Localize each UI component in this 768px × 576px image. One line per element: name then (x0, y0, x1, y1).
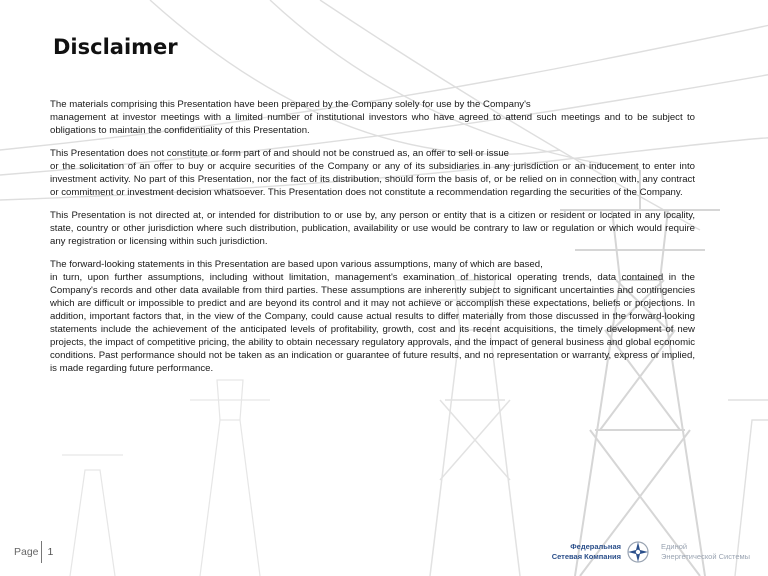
paragraph-text: This Presentation is not directed at, or intended for distribution to or use by, any person or entity that is a citizen or resident or located in any locality, state, country or other jurisdiction where such distribution, publication, availability or use would be contrary to law or regulation or which would require any registration or licensing within such jurisdiction. (50, 210, 695, 247)
company-tagline-line2: Энергетической Системы (661, 552, 751, 561)
page-title: Disclaimer (53, 35, 178, 59)
tower-small (62, 380, 270, 576)
paragraph-first-line: This Presentation does not constitute or form part of and should not be construed as, an offer to sell or issue (50, 148, 509, 159)
paragraph-intro (50, 98, 695, 137)
company-tagline-line1: Единой (661, 542, 688, 551)
paragraph-first-line: The materials comprising this Presentation have been prepared by the Company solely for use by the Company's (50, 99, 531, 110)
paragraph-distribution (50, 209, 695, 248)
company-logo-text (552, 542, 621, 562)
paragraph-forward-looking (50, 258, 695, 375)
company-logo-icon (625, 540, 651, 564)
company-name-line2: Сетевая Компания (551, 552, 621, 561)
paragraph-text: or the solicitation of an offer to buy or acquire securities of the Company or any of its subsidiaries in any jurisdiction or an inducement to enter into investment activity. No part of this Presentation, nor the fact of its distribution, should form the basis of, or be relied on in connection with, any contract or commitment or investment decision whatsoever. This Presentation does not constitute a recommendation regarding the securities of the Company. (50, 161, 695, 198)
company-tagline (661, 542, 750, 562)
page-label: Page (14, 546, 39, 558)
page-indicator (14, 541, 53, 563)
disclaimer-body (50, 98, 695, 385)
page-divider (41, 541, 42, 563)
paragraph-text: in turn, upon further assumptions, including without limitation, management's examination of historical operating trends, data contained in the Company's records and other data available from third parties. These assumptions are inherently subject to significant uncertainties and contingencies which are difficult or impossible to predict and are beyond its control and it may not achieve or accomplish these expectations, beliefs or projections. In addition, important factors that, in the view of the Company, could cause actual results to differ materially from those discussed in the forward-looking statements include the achievement of the anticipated levels of profitability, growth, cost and its recent acquisitions, the timely development of new projects, the impact of competitive pricing, the ability to obtain necessary regulatory approvals, and the impact of general business and global economic conditions. Past performance should not be taken as an indication or guarantee of future results, and no representation or warranty, express or implied, is made regarding future performance. (50, 272, 695, 374)
page-number: 1 (47, 546, 54, 558)
paragraph-offer (50, 147, 695, 199)
paragraph-first-line: The forward-looking statements in this Presentation are based upon various assumptions, many of which are based, (50, 259, 543, 270)
paragraph-text: management at investor meetings with a limited number of institutional investors who have agreed to attend such meetings and to be subject to obligations to maintain the confidentiality of this Presentation. (50, 112, 695, 136)
company-name-line1: Федеральная (570, 542, 621, 551)
